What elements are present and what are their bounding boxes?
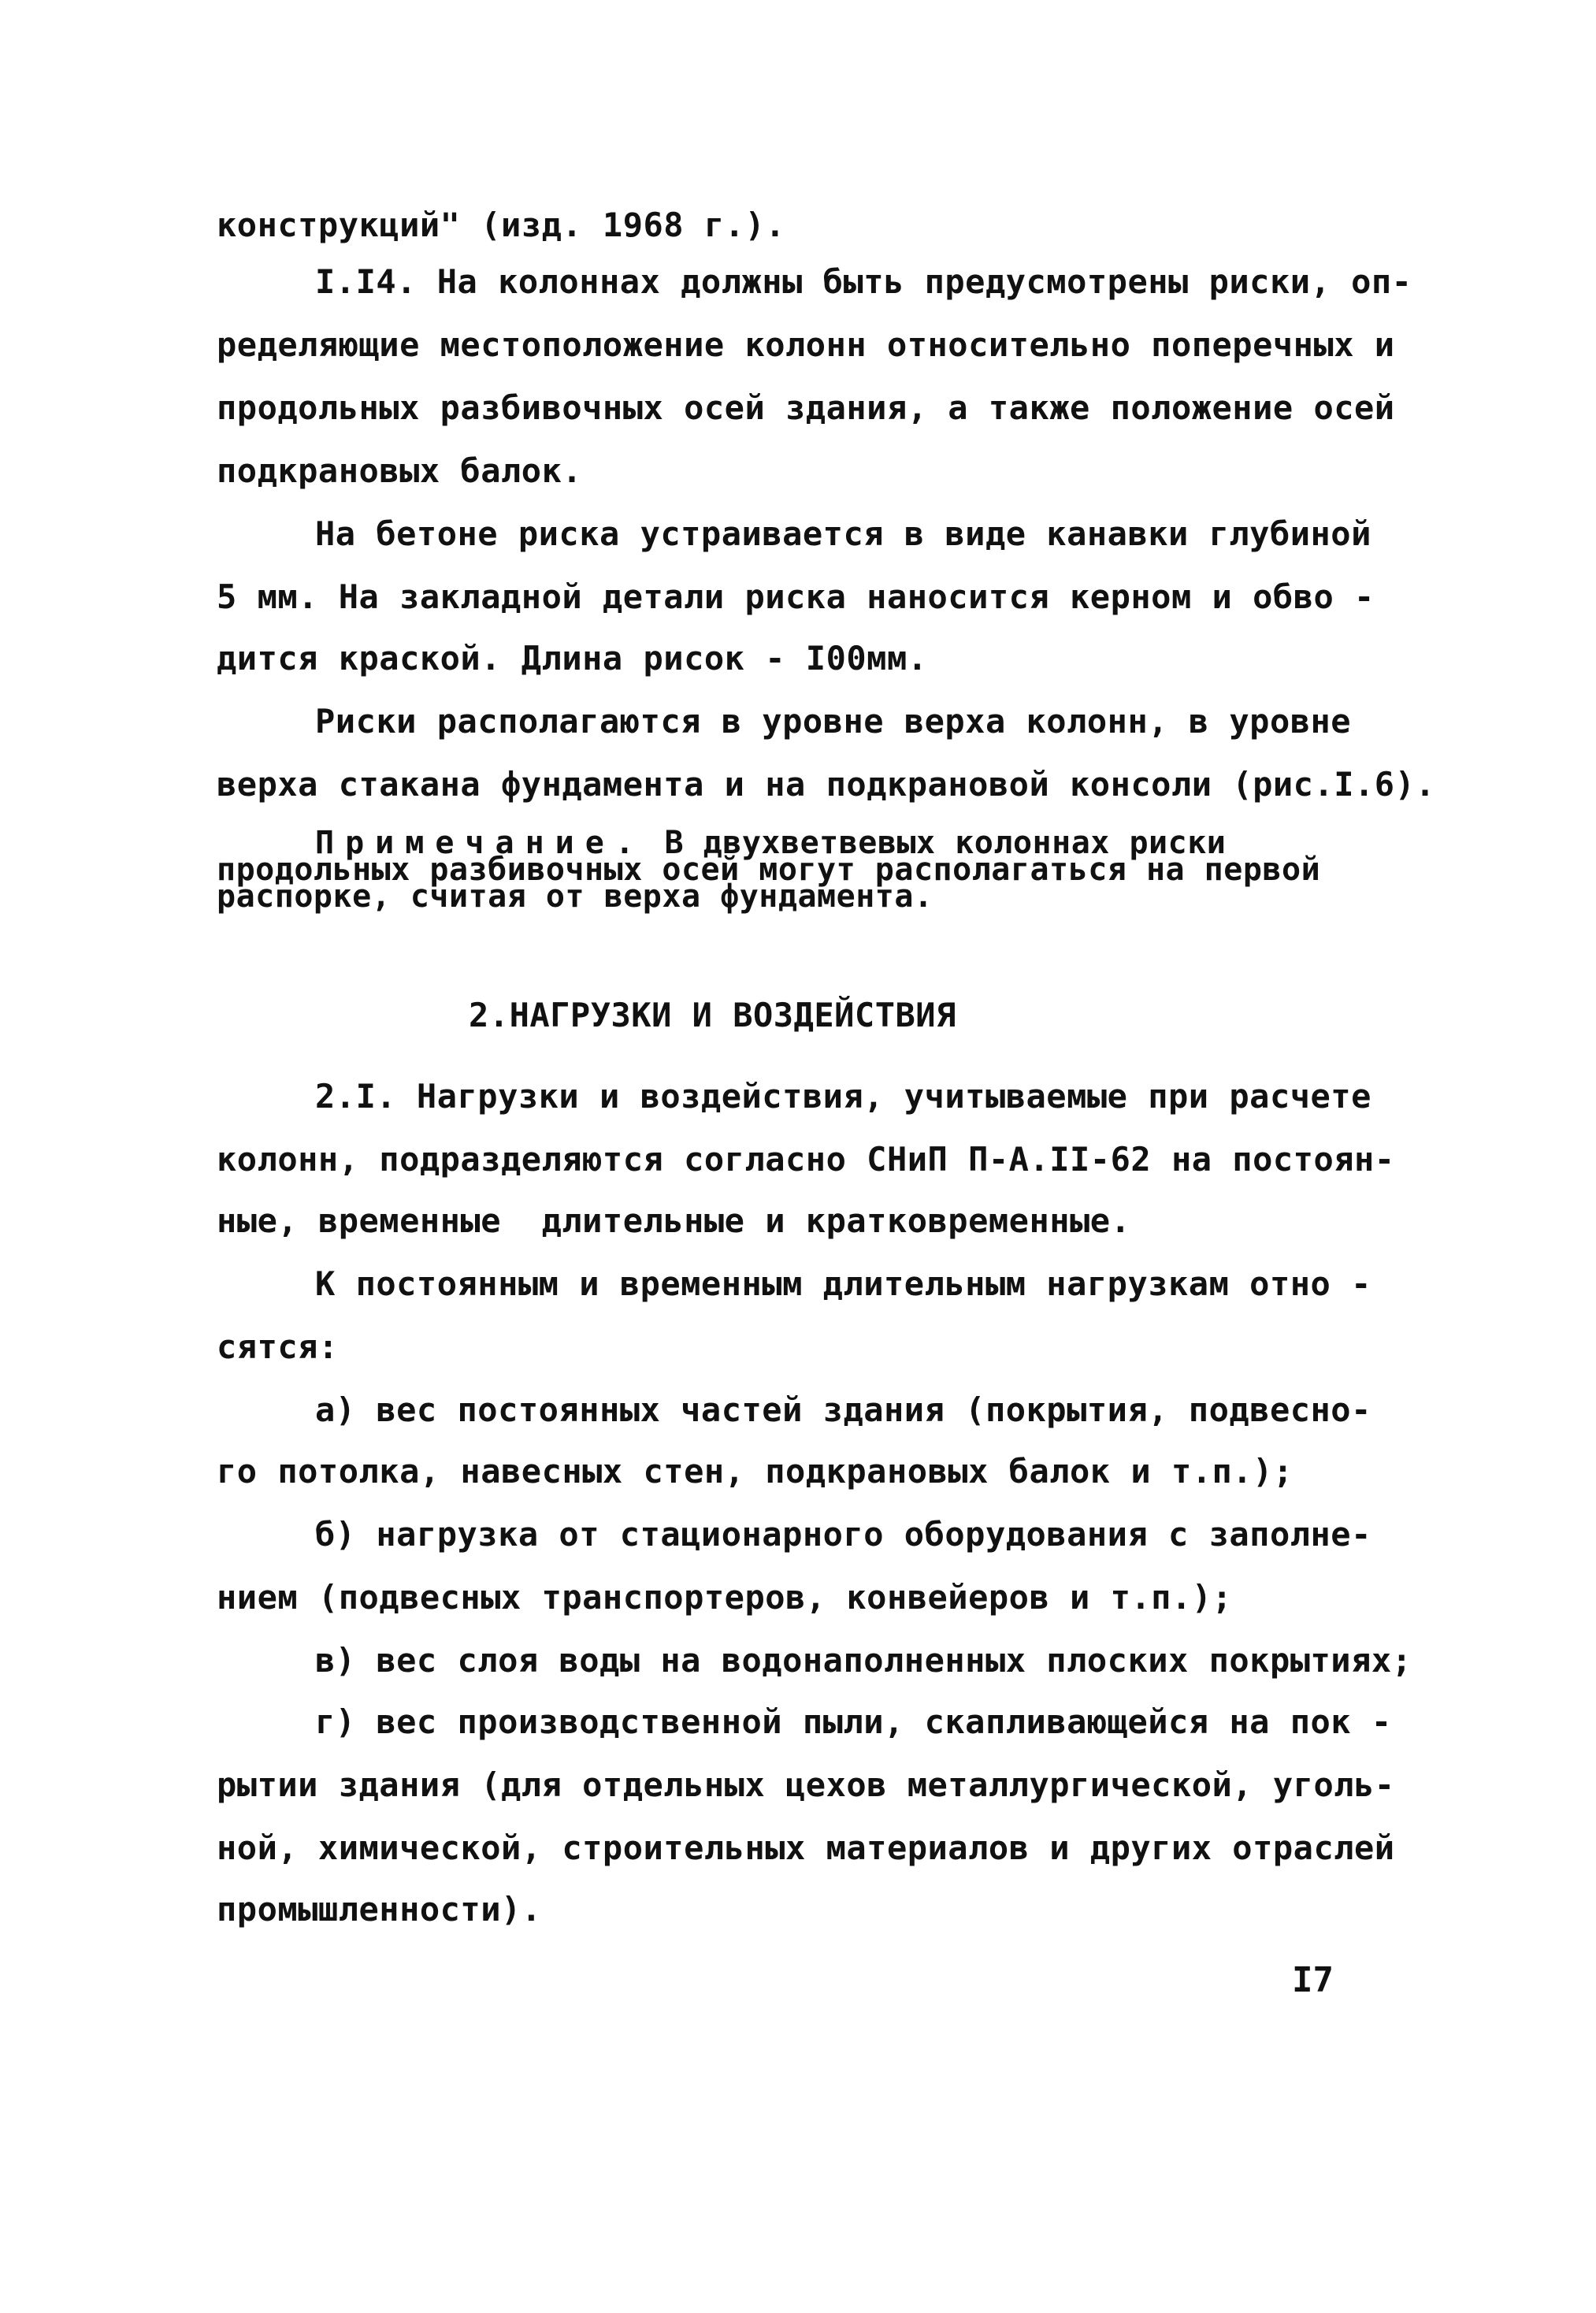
text-line: I.I4. На колоннах должны быть предусмотрены риски, оп- — [315, 262, 1412, 301]
page-number: I7 — [1292, 1960, 1334, 2000]
list-item-line: б) нагрузка от стационарного оборудования с заполне- — [315, 1515, 1371, 1554]
text-line: колонн, подразделяются согласно СНиП П-А.II-62 на постоян- — [217, 1140, 1395, 1179]
note-line: продольных разбивочных осей могут располагаться на первой — [217, 852, 1321, 888]
text-line: 5 мм. На закладной детали риска наносится керном и обво - — [217, 577, 1375, 616]
list-item-line: ной, химической, строительных материалов и других отраслей — [217, 1828, 1395, 1867]
list-item-line: промышленности). — [217, 1890, 542, 1929]
text-line: сятся: — [217, 1327, 339, 1366]
note-line: распорке, считая от верха фундамента. — [217, 878, 933, 915]
text-line: верха стакана фундамента и на подкрановой консоли (рис.I.6). — [217, 765, 1436, 804]
text-line: К постоянным и временным длительным нагрузкам отно - — [315, 1264, 1371, 1303]
note-label: Примечание. — [315, 825, 645, 861]
note-text: В двухветвевых колоннах риски — [644, 825, 1227, 861]
text-line: подкрановых балок. — [217, 451, 583, 490]
list-item-line: нием (подвесных транспортеров, конвейеров и т.п.); — [217, 1578, 1233, 1617]
text-line: продольных разбивочных осей здания, а также положение осей — [217, 388, 1395, 427]
text-line: 2.I. Нагрузки и воздействия, учитываемые при расчете — [315, 1077, 1371, 1116]
text-line: На бетоне риска устраивается в виде канавки глубиной — [315, 514, 1371, 553]
list-item-line: а) вес постоянных частей здания (покрытия, подвесно- — [315, 1390, 1371, 1429]
list-item-line: рытии здания (для отдельных цехов металлургической, уголь- — [217, 1765, 1395, 1804]
list-item-line: в) вес слоя воды на водонаполненных плоских покрытиях; — [315, 1641, 1412, 1680]
list-item-line: го потолка, навесных стен, подкрановых балок и т.п.); — [217, 1452, 1294, 1491]
text-line: Риски располагаются в уровне верха колонн, в уровне — [315, 702, 1352, 741]
text-line: ные, временные длительные и кратковременные. — [217, 1201, 1131, 1240]
text-line: дится краской. Длина рисок - I00мм. — [217, 639, 928, 678]
list-item-line: г) вес производственной пыли, скапливающейся на пок - — [315, 1702, 1392, 1741]
text-line: конструкций" (изд. 1968 г.). — [217, 206, 786, 244]
text-line: ределяющие местоположение колонн относительно поперечных и — [217, 325, 1395, 364]
section-heading: 2.НАГРУЗКИ И ВОЗДЕЙСТВИЯ — [469, 996, 956, 1034]
